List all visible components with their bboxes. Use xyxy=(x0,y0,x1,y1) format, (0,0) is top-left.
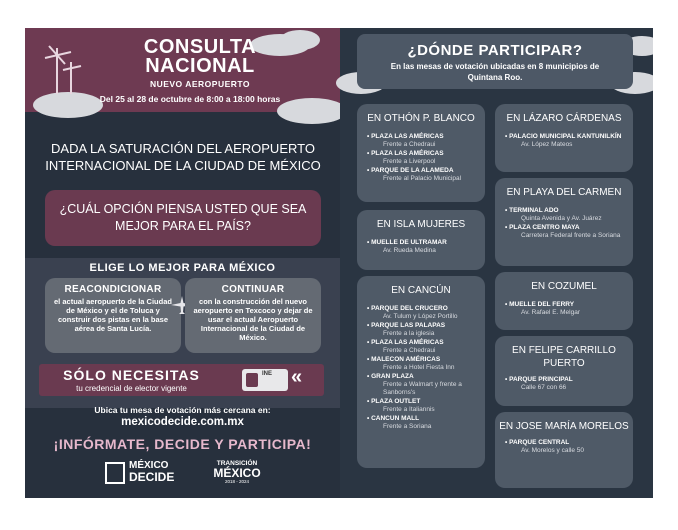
right-panel xyxy=(340,28,653,498)
place-name: • MUELLE DE ULTRAMAR xyxy=(367,239,485,247)
ine-label: INE xyxy=(262,371,273,377)
place-item xyxy=(505,224,633,240)
place-list xyxy=(495,301,633,317)
logo-line2: NACIONAL xyxy=(145,55,255,77)
where-title: ¿DÓNDE PARTICIPAR? xyxy=(407,42,583,59)
card-playa-del-carmen xyxy=(495,178,633,266)
place-item xyxy=(367,398,485,414)
card-title: EN CANCÚN xyxy=(391,285,451,296)
choose-title: ELIGE LO MEJOR PARA MÉXICO xyxy=(89,262,276,274)
place-name: • PARQUE DEL CRUCERO xyxy=(367,305,485,313)
place-item xyxy=(367,373,485,397)
place-ref: Frente a Soriana xyxy=(383,423,432,430)
option-b-title: CONTINUAR xyxy=(221,284,285,295)
solo-subtitle: tu credencial de elector vigente xyxy=(76,384,187,393)
card-jose-maria-morelos xyxy=(495,412,633,488)
place-item xyxy=(367,339,485,355)
place-ref: Av. Rueda Medina xyxy=(383,247,436,254)
place-item xyxy=(505,133,633,149)
place-list xyxy=(495,376,633,392)
place-item xyxy=(367,356,485,372)
place-item xyxy=(367,239,485,255)
place-item xyxy=(367,305,485,321)
place-item xyxy=(367,167,485,183)
chevron-left-icon: « xyxy=(291,366,303,388)
solo-necesitas-box xyxy=(39,364,324,396)
place-name: • PLAZA LAS AMÉRICAS xyxy=(367,339,485,347)
place-ref: Frente al Palacio Municipal xyxy=(383,175,462,182)
place-item xyxy=(367,150,485,166)
place-list xyxy=(495,439,633,455)
mexico-decide-mark xyxy=(105,462,125,484)
card-title: EN OTHÓN P. BLANCO xyxy=(367,113,475,124)
place-name: • TERMINAL ADO xyxy=(505,207,633,215)
place-ref: Frente a Chedraui xyxy=(383,141,436,148)
option-a-title: REACONDICIONAR xyxy=(64,284,162,295)
place-name: • PLAZA OUTLET xyxy=(367,398,485,406)
option-continuar xyxy=(185,278,321,353)
logo-line1: CONSULTA xyxy=(143,36,257,58)
question-box xyxy=(45,190,321,246)
place-name: • GRAN PLAZA xyxy=(367,373,485,381)
place-ref: Frente a Walmart y frente a Sanborns's xyxy=(383,381,462,396)
place-name: • CANCUN MALL xyxy=(367,415,485,423)
card-lazaro-cardenas xyxy=(495,104,633,172)
solo-title: SÓLO NECESITAS xyxy=(63,367,200,383)
logo-subtitle: NUEVO AEROPUERTO xyxy=(149,79,251,89)
dates-text: Del 25 al 28 de octubre de 8:00 a 18:00 horas xyxy=(99,94,281,104)
place-list xyxy=(357,305,485,431)
brand2-line1: TRANSICIÓN xyxy=(216,460,258,467)
logo-title xyxy=(120,38,280,76)
place-item xyxy=(505,207,633,223)
place-list xyxy=(357,239,485,255)
place-list xyxy=(495,207,633,240)
place-ref: Av. López Mateos xyxy=(521,141,573,148)
brand1-line1: MÉXICO xyxy=(129,460,169,471)
card-title: EN COZUMEL xyxy=(531,281,597,292)
option-reacondicionar xyxy=(45,278,181,353)
place-name: • PARQUE CENTRAL xyxy=(505,439,633,447)
place-ref: Frente a Liverpool xyxy=(383,158,436,165)
wind-turbine-icon xyxy=(43,40,83,96)
card-othon-blanco xyxy=(357,104,485,202)
id-photo xyxy=(246,373,258,387)
mexico-decide-text xyxy=(129,461,174,483)
place-name: • MUELLE DEL FERRY xyxy=(505,301,633,309)
card-title: EN ISLA MUJERES xyxy=(376,219,466,230)
card-felipe-carrillo-puerto xyxy=(495,336,633,406)
card-title: EN PLAYA DEL CARMEN xyxy=(506,187,622,198)
place-list xyxy=(495,133,633,149)
place-item xyxy=(505,439,633,455)
brand2-line2: MÉXICO xyxy=(213,466,261,480)
card-cancun xyxy=(357,276,485,468)
option-a-text: el actual aeropuerto de la Ciudad de México y el de Toluca y construir dos pistas en la base aérea de Santa Lucía. xyxy=(54,297,172,333)
place-name: • PLAZA LAS AMÉRICAS xyxy=(367,133,485,141)
place-name: • PLAZA CENTRO MAYA xyxy=(505,224,633,232)
left-panel xyxy=(25,28,340,498)
place-ref: Av. Tulum y López Portillo xyxy=(383,313,458,320)
where-subtitle: En las mesas de votación ubicadas en 8 municipios de Quintana Roo. xyxy=(390,62,600,82)
card-title: EN FELIPE CARRILLO PUERTO xyxy=(512,345,616,369)
saturation-heading: DADA LA SATURACIÓN DEL AEROPUERTO INTERNACIONAL DE LA CIUDAD DE MÉXICO xyxy=(45,141,321,173)
place-name: • PARQUE PRINCIPAL xyxy=(505,376,633,384)
header-banner xyxy=(25,28,340,112)
place-ref: Frente a Italiannis xyxy=(383,406,435,413)
place-ref: Frente a Chedraui xyxy=(383,347,436,354)
place-item xyxy=(367,415,485,431)
place-ref: Calle 67 con 66 xyxy=(521,384,567,391)
card-cozumel xyxy=(495,272,633,330)
option-b-text: con la construcción del nuevo aeropuerto en Texcoco y dejar de usar el actual Aeropuerto Internacional de la Ciudad de México. xyxy=(193,297,313,342)
place-item xyxy=(367,133,485,149)
website-link[interactable]: mexicodecide.com.mx xyxy=(121,416,244,428)
question-text: ¿CUÁL OPCIÓN PIENSA USTED QUE SEA MEJOR PARA EL PAÍS? xyxy=(59,202,307,233)
id-card-icon xyxy=(242,369,288,391)
place-ref: Carretera Federal frente a Soriana xyxy=(521,232,621,239)
place-item xyxy=(505,301,633,317)
place-ref: Av. Rafael E. Melgar xyxy=(521,309,581,316)
mexico-decide-logo xyxy=(105,460,177,486)
place-name: • PLAZA LAS AMÉRICAS xyxy=(367,150,485,158)
place-name: • PALACIO MUNICIPAL KANTUNILKÍN xyxy=(505,133,633,141)
slogan: ¡INFÓRMATE, DECIDE Y PARTICIPA! xyxy=(53,436,312,452)
place-item xyxy=(505,376,633,392)
place-ref: Frente a la iglesia xyxy=(383,330,435,337)
cloud-decoration xyxy=(280,30,320,50)
place-name: • MALECON AMÉRICAS xyxy=(367,356,485,364)
place-ref: Av. Morelos y calle 50 xyxy=(521,447,584,454)
place-name: • PARQUE LAS PALAPAS xyxy=(367,322,485,330)
place-list xyxy=(357,133,485,183)
flyer xyxy=(25,28,653,498)
ubica-text: Ubica tu mesa de votación más cercana en: xyxy=(94,405,271,415)
transicion-mexico-logo xyxy=(207,460,267,484)
card-title: EN JOSE MARÍA MORELOS xyxy=(499,421,629,432)
brand1-line2: DECIDE xyxy=(129,470,175,484)
brand2-line3: 2018 - 2024 xyxy=(224,479,250,484)
card-title: EN LÁZARO CÁRDENAS xyxy=(506,113,622,124)
place-ref: Frente a Hotel Fiesta Inn xyxy=(383,364,455,371)
where-heading-box xyxy=(357,34,633,89)
card-isla-mujeres xyxy=(357,210,485,270)
place-name: • PARQUE DE LA ALAMEDA xyxy=(367,167,485,175)
place-ref: Quinta Avenida y Av. Juárez xyxy=(521,215,602,222)
place-item xyxy=(367,322,485,338)
